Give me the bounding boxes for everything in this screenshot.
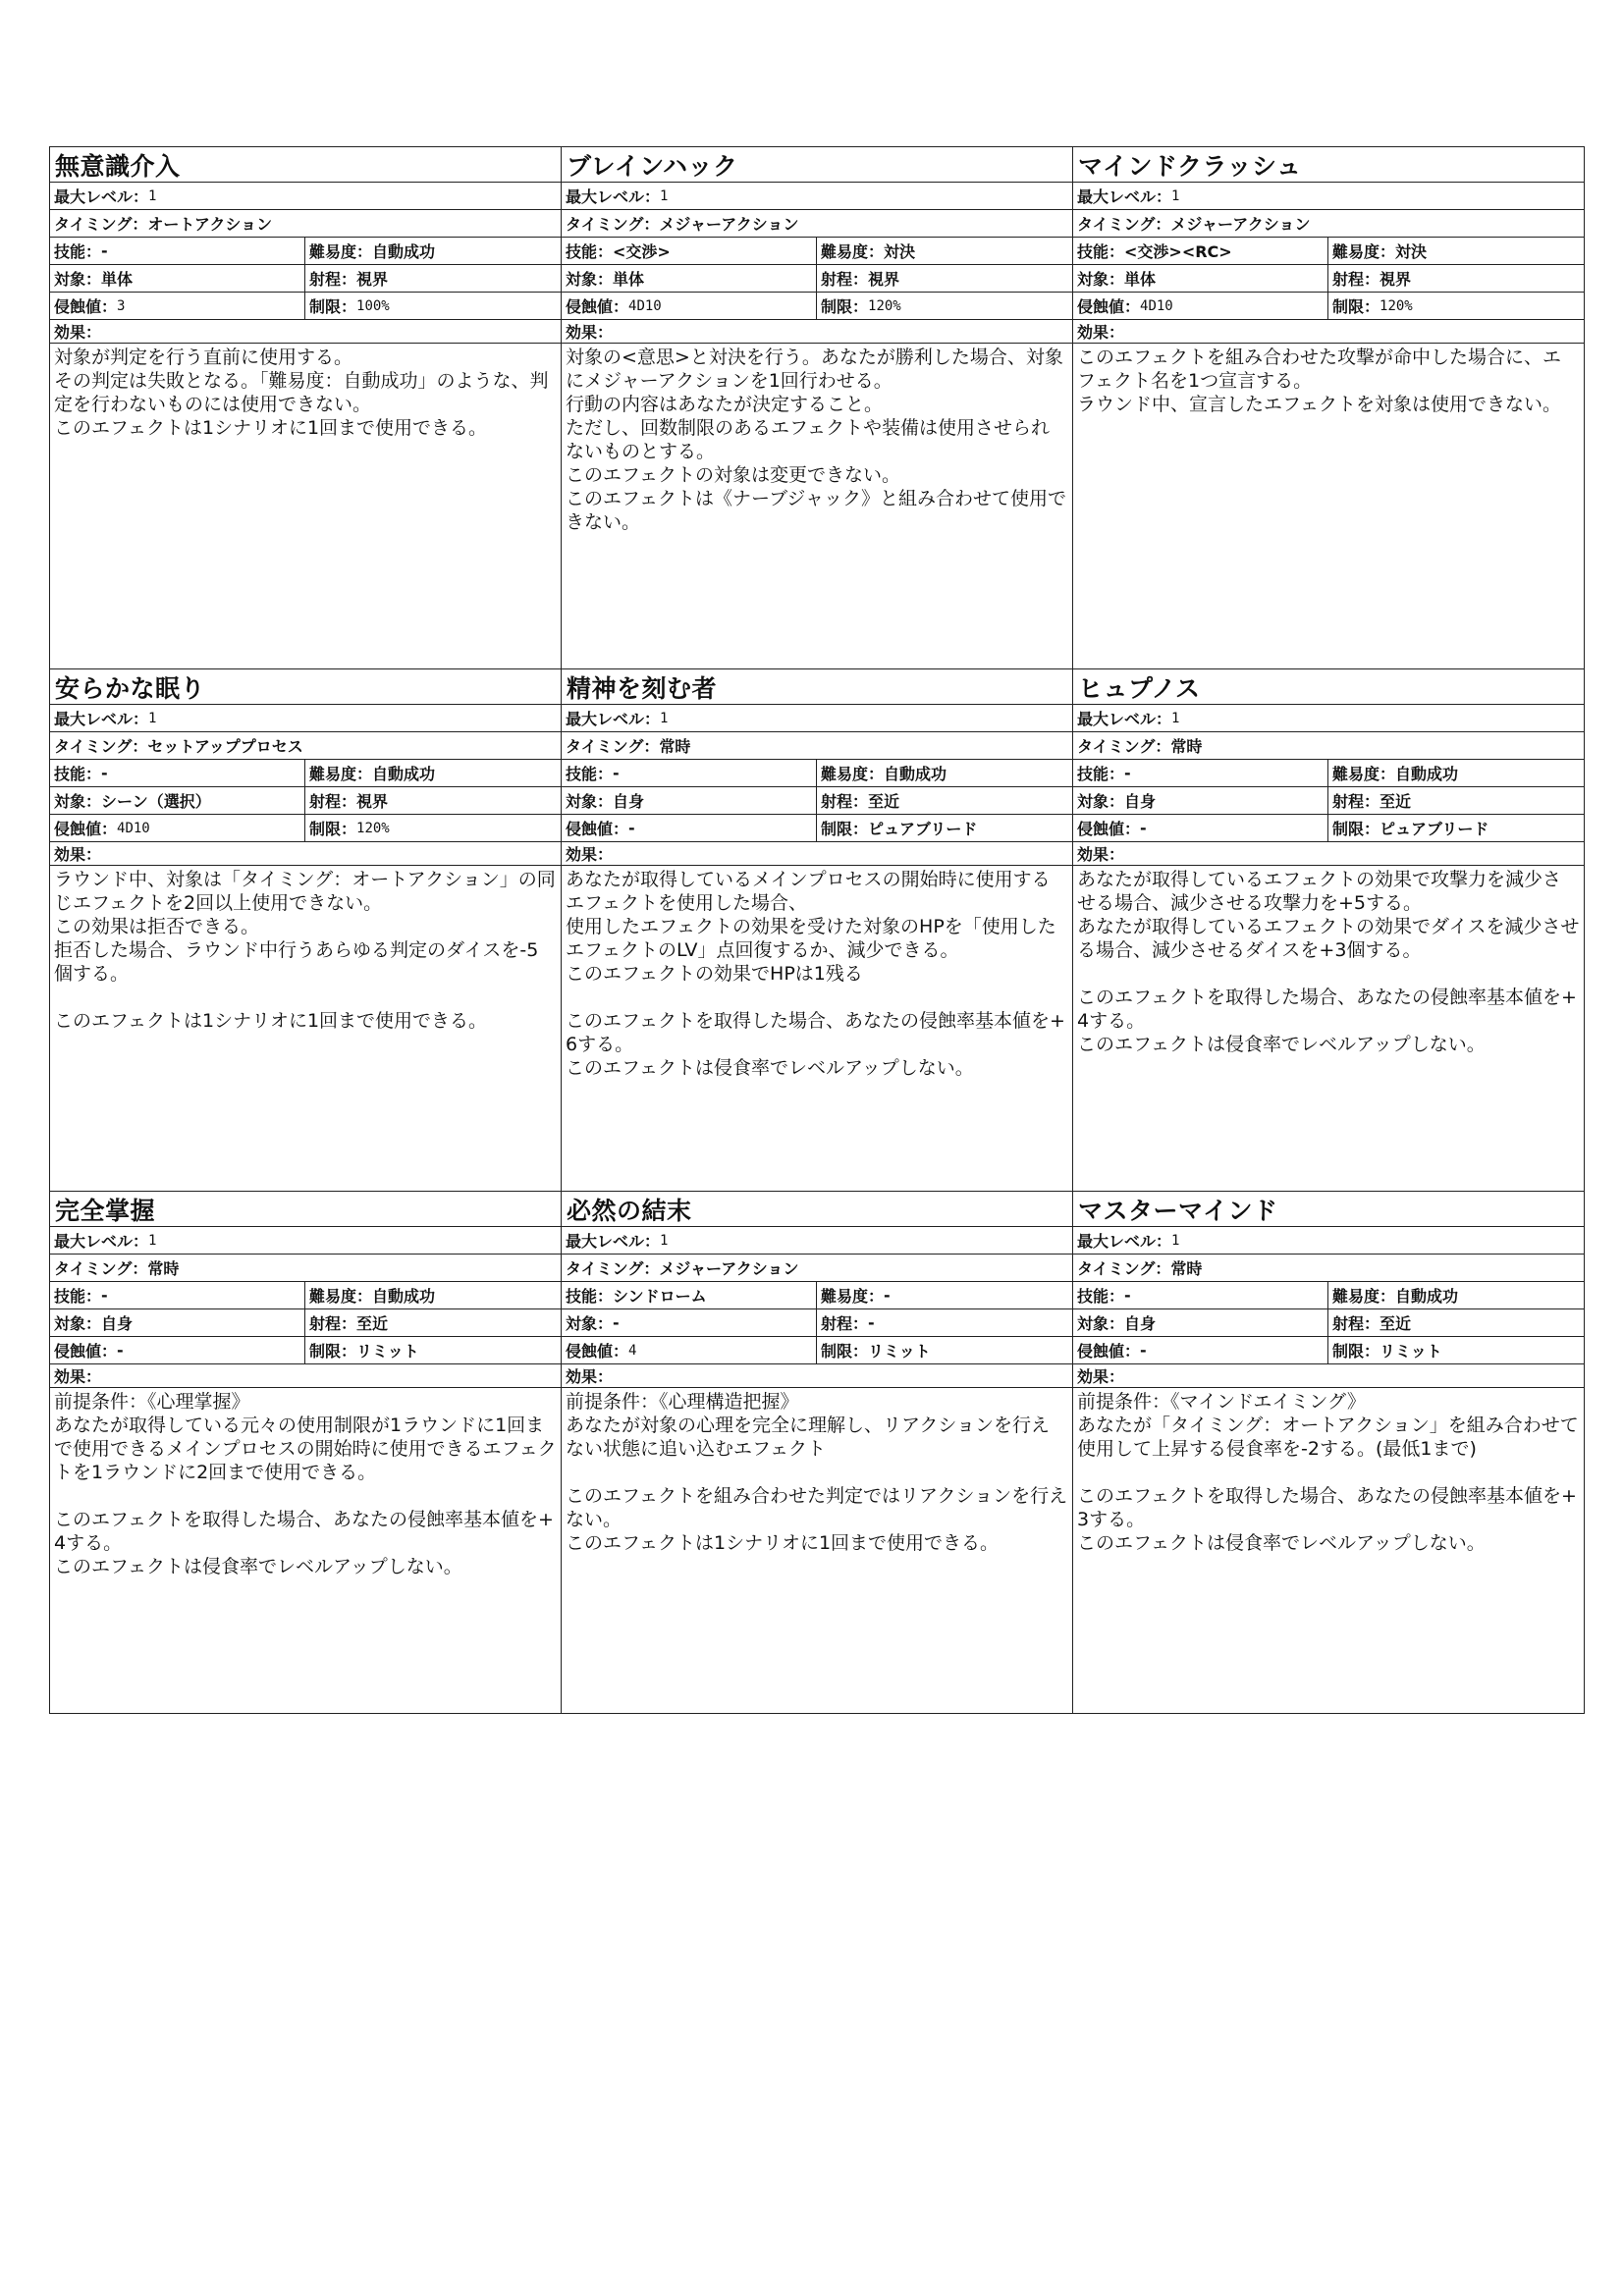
effect-name: 無意識介入 <box>55 151 181 181</box>
limit-value: リミット <box>868 1342 931 1361</box>
timing-row <box>50 1255 562 1282</box>
range-label: 射程： <box>309 270 357 289</box>
difficulty-value: 自動成功 <box>372 1287 436 1306</box>
difficulty-label: 難易度： <box>1332 1287 1396 1306</box>
limit-cell <box>817 293 1072 319</box>
target-cell <box>1073 265 1328 292</box>
max-level-row <box>50 183 562 210</box>
limit-cell <box>305 1337 561 1363</box>
difficulty-cell <box>1328 1282 1584 1308</box>
target-label: 対象： <box>1077 792 1125 811</box>
target-label: 対象： <box>1077 270 1125 289</box>
limit-label: 制限： <box>309 820 357 838</box>
effect-label: 効果： <box>54 845 102 864</box>
erosion-label: 侵蝕値： <box>1077 820 1141 838</box>
erosion-cell <box>1073 293 1328 319</box>
difficulty-label: 難易度： <box>1332 242 1396 261</box>
skill-cell <box>562 760 817 786</box>
difficulty-label: 難易度： <box>821 765 885 783</box>
max-level-row <box>562 705 1073 732</box>
effect-card-2 <box>562 147 1073 669</box>
effect-description: このエフェクトを組み合わせた攻撃が命中した場合に、エフェクト名を1つ宣言する。 ラウンド中、宣言したエフェクトを対象は使用できない。 <box>1073 344 1585 669</box>
effect-description: 対象の<意思>と対決を行う。あなたが勝利した場合、対象にメジャーアクションを1回行わせる。 行動の内容はあなたが決定すること。 ただし、回数制限のあるエフェクトや装備は使用させられないものとする。 このエフェクトの対象は変更できない。 このエフェクトは《ナーブジャック》と組み合わせて使用できない。 <box>562 344 1073 669</box>
max-level-row <box>50 1227 562 1255</box>
max-level-label: 最大レベル： <box>566 710 661 728</box>
skill-cell <box>1073 238 1328 264</box>
timing-label: タイミング： <box>1077 215 1171 234</box>
effect-name: 安らかな眠り <box>55 673 206 703</box>
effect-label-row <box>562 842 1073 866</box>
limit-label: 制限： <box>821 297 869 316</box>
timing-row <box>50 732 562 760</box>
erosion-limit-row <box>1073 293 1585 320</box>
erosion-label: 侵蝕値： <box>566 820 629 838</box>
timing-value: 常時 <box>147 1259 180 1278</box>
max-level-value: 1 <box>1171 187 1180 204</box>
effect-description: あなたが取得しているエフェクトの効果で攻撃力を減少させる場合、減少させる攻撃力を+5する。 あなたが取得しているエフェクトの効果でダイスを減少させる場合、減少させるダイスを+3個する。 このエフェクトを取得した場合、あなたの侵蝕率基本値を+4する。 このエフェクトは侵食率でレベルアップしない。 <box>1073 866 1585 1192</box>
range-cell <box>305 1309 561 1336</box>
erosion-cell <box>50 1337 305 1363</box>
range-label: 射程： <box>1332 792 1380 811</box>
limit-cell <box>817 815 1072 841</box>
target-range-row <box>1073 1309 1585 1337</box>
max-level-label: 最大レベル： <box>566 1232 661 1251</box>
range-label: 射程： <box>821 1314 869 1333</box>
target-value: 自身 <box>1124 1314 1157 1333</box>
erosion-value: - <box>628 819 635 837</box>
max-level-value: 1 <box>660 187 669 204</box>
limit-value: 120% <box>356 820 390 836</box>
timing-row <box>562 210 1073 238</box>
target-label: 対象： <box>1077 1314 1125 1333</box>
timing-label: タイミング： <box>1077 1259 1171 1278</box>
target-value: 単体 <box>613 270 645 289</box>
card-title-row <box>1073 1192 1585 1227</box>
range-value: 至近 <box>868 792 900 811</box>
erosion-limit-row <box>562 1337 1073 1364</box>
skill-value: - <box>101 1286 108 1305</box>
target-cell <box>562 1309 817 1336</box>
target-label: 対象： <box>54 792 102 811</box>
erosion-limit-row <box>50 815 562 842</box>
timing-label: タイミング： <box>566 215 660 234</box>
range-label: 射程： <box>309 1314 357 1333</box>
erosion-limit-row <box>1073 815 1585 842</box>
effect-label: 効果： <box>54 323 102 342</box>
card-title-row <box>50 1192 562 1227</box>
erosion-cell <box>1073 815 1328 841</box>
timing-value: 常時 <box>659 737 691 756</box>
erosion-label: 侵蝕値： <box>54 297 118 316</box>
erosion-cell <box>562 1337 817 1363</box>
effect-description: あなたが取得しているメインプロセスの開始時に使用するエフェクトを使用した場合、 使用したエフェクトの効果を受けた対象のHPを「使用したエフェクトのLV」点回復するか、減少できる。 このエフェクトの効果でHPは1残る このエフェクトを取得した場合、あなたの侵蝕率基本値を+6する。 このエフェクトは侵食率でレベルアップしない。 <box>562 866 1073 1192</box>
effect-card-4 <box>50 669 562 1192</box>
target-label: 対象： <box>54 1314 102 1333</box>
timing-value: メジャーアクション <box>659 215 799 234</box>
skill-difficulty-row <box>1073 760 1585 787</box>
target-range-row <box>562 265 1073 293</box>
effect-name: 精神を刻む者 <box>567 673 718 703</box>
difficulty-value: 対決 <box>1395 242 1428 261</box>
target-cell <box>1073 787 1328 814</box>
range-label: 射程： <box>309 792 357 811</box>
range-value: 視界 <box>868 270 900 289</box>
range-cell <box>817 787 1072 814</box>
skill-value: <交渉><RC> <box>1124 242 1232 261</box>
erosion-cell <box>50 293 305 319</box>
erosion-label: 侵蝕値： <box>566 297 629 316</box>
skill-label: 技能： <box>54 242 102 261</box>
timing-row <box>562 732 1073 760</box>
limit-label: 制限： <box>309 297 357 316</box>
effect-name: 必然の結末 <box>567 1196 692 1225</box>
max-level-label: 最大レベル： <box>1077 710 1172 728</box>
difficulty-value: 自動成功 <box>1395 765 1459 783</box>
card-title-row <box>50 669 562 705</box>
difficulty-cell <box>305 760 561 786</box>
timing-row <box>562 1255 1073 1282</box>
difficulty-value: 自動成功 <box>372 242 436 261</box>
card-title-row <box>562 1192 1073 1227</box>
erosion-value: 4D10 <box>1140 297 1173 314</box>
difficulty-cell <box>1328 760 1584 786</box>
erosion-value: 4 <box>628 1342 637 1359</box>
timing-row <box>1073 1255 1585 1282</box>
limit-cell <box>1328 293 1584 319</box>
erosion-label: 侵蝕値： <box>54 1342 118 1361</box>
range-cell <box>817 1309 1072 1336</box>
difficulty-label: 難易度： <box>309 1287 373 1306</box>
difficulty-label: 難易度： <box>309 765 373 783</box>
timing-label: タイミング： <box>566 737 660 756</box>
skill-cell <box>50 760 305 786</box>
max-level-label: 最大レベル： <box>1077 1232 1172 1251</box>
limit-label: 制限： <box>309 1342 357 1361</box>
target-value: 自身 <box>101 1314 134 1333</box>
limit-value: 120% <box>1380 297 1413 314</box>
effect-card-7 <box>50 1192 562 1714</box>
effect-description: 前提条件：《マインドエイミング》 あなたが「タイミング：オートアクション」を組み合わせて使用して上昇する侵食率を-2する。(最低1まで) このエフェクトを取得した場合、あなたの侵蝕率基本値を+3する。 このエフェクトは侵食率でレベルアップしない。 <box>1073 1388 1585 1714</box>
limit-cell <box>305 815 561 841</box>
effect-card-9 <box>1073 1192 1585 1714</box>
skill-value: - <box>613 764 620 782</box>
effect-label-row <box>562 1364 1073 1388</box>
skill-label: 技能： <box>566 765 614 783</box>
max-level-label: 最大レベル： <box>54 187 149 206</box>
range-value: 至近 <box>1380 1314 1412 1333</box>
target-value: 自身 <box>613 792 645 811</box>
range-label: 射程： <box>1332 1314 1380 1333</box>
range-value: 至近 <box>1380 792 1412 811</box>
erosion-limit-row <box>562 815 1073 842</box>
max-level-label: 最大レベル： <box>566 187 661 206</box>
difficulty-cell <box>817 238 1072 264</box>
limit-value: 120% <box>868 297 901 314</box>
target-cell <box>562 265 817 292</box>
limit-value: リミット <box>356 1342 419 1361</box>
limit-label: 制限： <box>1332 297 1380 316</box>
effect-label: 効果： <box>1077 323 1125 342</box>
max-level-row <box>50 705 562 732</box>
effect-label: 効果： <box>1077 845 1125 864</box>
difficulty-cell <box>305 238 561 264</box>
difficulty-value: - <box>884 1286 891 1305</box>
target-value: 単体 <box>1124 270 1157 289</box>
skill-label: 技能： <box>566 242 614 261</box>
erosion-cell <box>1073 1337 1328 1363</box>
timing-value: 常時 <box>1170 1259 1203 1278</box>
skill-label: 技能： <box>1077 765 1125 783</box>
limit-value: ピュアブリード <box>1380 820 1489 838</box>
target-value: シーン（選択） <box>101 792 211 811</box>
timing-label: タイミング： <box>54 1259 148 1278</box>
max-level-value: 1 <box>660 1232 669 1249</box>
target-range-row <box>562 1309 1073 1337</box>
difficulty-cell <box>817 1282 1072 1308</box>
card-title-row <box>1073 147 1585 183</box>
erosion-value: 3 <box>117 297 126 314</box>
skill-difficulty-row <box>562 1282 1073 1309</box>
target-cell <box>1073 1309 1328 1336</box>
skill-value: - <box>1124 764 1131 782</box>
range-value: 至近 <box>356 1314 389 1333</box>
max-level-row <box>562 1227 1073 1255</box>
skill-difficulty-row <box>50 1282 562 1309</box>
max-level-value: 1 <box>1171 1232 1180 1249</box>
erosion-cell <box>562 815 817 841</box>
target-cell <box>50 1309 305 1336</box>
target-range-row <box>50 787 562 815</box>
limit-value: リミット <box>1380 1342 1442 1361</box>
skill-cell <box>562 238 817 264</box>
timing-label: タイミング： <box>54 215 148 234</box>
timing-row <box>1073 210 1585 238</box>
limit-label: 制限： <box>1332 820 1380 838</box>
max-level-row <box>562 183 1073 210</box>
skill-label: 技能： <box>54 1287 102 1306</box>
timing-value: オートアクション <box>147 215 273 234</box>
erosion-label: 侵蝕値： <box>566 1342 629 1361</box>
max-level-row <box>1073 183 1585 210</box>
skill-cell <box>1073 1282 1328 1308</box>
target-label: 対象： <box>566 792 614 811</box>
effect-description: 対象が判定を行う直前に使用する。 その判定は失敗となる。「難易度：自動成功」のような、判定を行わないものには使用できない。 このエフェクトは1シナリオに1回まで使用できる。 <box>50 344 562 669</box>
effect-card-5 <box>562 669 1073 1192</box>
effect-label-row <box>1073 842 1585 866</box>
range-value: 視界 <box>356 270 389 289</box>
limit-cell <box>1328 1337 1584 1363</box>
erosion-label: 侵蝕値： <box>1077 297 1141 316</box>
limit-cell <box>817 1337 1072 1363</box>
erosion-cell <box>562 293 817 319</box>
timing-row <box>50 210 562 238</box>
target-value: 単体 <box>101 270 134 289</box>
target-cell <box>50 787 305 814</box>
timing-value: メジャーアクション <box>659 1259 799 1278</box>
skill-value: シンドローム <box>613 1287 707 1306</box>
limit-cell <box>305 293 561 319</box>
target-range-row <box>562 787 1073 815</box>
timing-value: メジャーアクション <box>1170 215 1311 234</box>
skill-label: 技能： <box>54 765 102 783</box>
target-label: 対象： <box>566 270 614 289</box>
target-label: 対象： <box>566 1314 614 1333</box>
effect-name: ブレインハック <box>567 151 738 181</box>
skill-value: - <box>101 764 108 782</box>
effect-card-8 <box>562 1192 1073 1714</box>
skill-value: - <box>1124 1286 1131 1305</box>
max-level-value: 1 <box>1171 710 1180 726</box>
range-cell <box>1328 265 1584 292</box>
difficulty-cell <box>305 1282 561 1308</box>
erosion-label: 侵蝕値： <box>54 820 118 838</box>
range-cell <box>1328 787 1584 814</box>
target-range-row <box>50 1309 562 1337</box>
effect-label-row <box>562 320 1073 344</box>
skill-difficulty-row <box>50 238 562 265</box>
skill-difficulty-row <box>562 238 1073 265</box>
difficulty-value: 対決 <box>884 242 916 261</box>
effect-card-1 <box>50 147 562 669</box>
erosion-limit-row <box>50 1337 562 1364</box>
range-value: 視界 <box>356 792 389 811</box>
limit-value: 100% <box>356 297 390 314</box>
effect-label: 効果： <box>54 1367 102 1386</box>
difficulty-label: 難易度： <box>1332 765 1396 783</box>
skill-label: 技能： <box>566 1287 614 1306</box>
range-cell <box>305 787 561 814</box>
timing-value: 常時 <box>1170 737 1203 756</box>
skill-difficulty-row <box>1073 1282 1585 1309</box>
max-level-value: 1 <box>148 1232 157 1249</box>
difficulty-label: 難易度： <box>309 242 373 261</box>
skill-difficulty-row <box>562 760 1073 787</box>
card-title-row <box>50 147 562 183</box>
effect-label-row <box>50 842 562 866</box>
erosion-value: 4D10 <box>628 297 662 314</box>
range-cell <box>817 265 1072 292</box>
target-cell <box>50 265 305 292</box>
effect-label-row <box>1073 1364 1585 1388</box>
skill-difficulty-row <box>1073 238 1585 265</box>
difficulty-cell <box>1328 238 1584 264</box>
erosion-value: - <box>117 1341 124 1360</box>
erosion-value: - <box>1140 819 1147 837</box>
range-label: 射程： <box>1332 270 1380 289</box>
limit-label: 制限： <box>1332 1342 1380 1361</box>
effect-label: 効果： <box>566 1367 614 1386</box>
skill-difficulty-row <box>50 760 562 787</box>
max-level-row <box>1073 705 1585 732</box>
timing-label: タイミング： <box>54 737 148 756</box>
effect-name: 完全掌握 <box>55 1196 156 1225</box>
erosion-limit-row <box>562 293 1073 320</box>
range-label: 射程： <box>821 270 869 289</box>
skill-label: 技能： <box>1077 1287 1125 1306</box>
skill-value: - <box>101 241 108 260</box>
erosion-limit-row <box>1073 1337 1585 1364</box>
effect-label: 効果： <box>1077 1367 1125 1386</box>
limit-label: 制限： <box>821 820 869 838</box>
effect-card-grid <box>49 146 1585 1714</box>
timing-value: セットアッププロセス <box>147 737 303 756</box>
range-value: - <box>868 1313 875 1332</box>
effect-label-row <box>50 320 562 344</box>
difficulty-value: 自動成功 <box>884 765 947 783</box>
effect-description: ラウンド中、対象は「タイミング：オートアクション」の同じエフェクトを2回以上使用できない。 この効果は拒否できる。 拒否した場合、ラウンド中行うあらゆる判定のダイスを-5個する。 このエフェクトは1シナリオに1回まで使用できる。 <box>50 866 562 1192</box>
max-level-value: 1 <box>660 710 669 726</box>
skill-label: 技能： <box>1077 242 1125 261</box>
target-range-row <box>1073 265 1585 293</box>
skill-cell <box>1073 760 1328 786</box>
limit-value: ピュアブリード <box>868 820 978 838</box>
card-title-row <box>1073 669 1585 705</box>
max-level-label: 最大レベル： <box>54 1232 149 1251</box>
skill-cell <box>50 1282 305 1308</box>
range-label: 射程： <box>821 792 869 811</box>
target-range-row <box>50 265 562 293</box>
limit-label: 制限： <box>821 1342 869 1361</box>
max-level-value: 1 <box>148 187 157 204</box>
timing-label: タイミング： <box>1077 737 1171 756</box>
max-level-value: 1 <box>148 710 157 726</box>
effect-label-row <box>1073 320 1585 344</box>
skill-cell <box>50 238 305 264</box>
erosion-limit-row <box>50 293 562 320</box>
effect-name: ヒュプノス <box>1078 673 1201 703</box>
target-label: 対象： <box>54 270 102 289</box>
effect-name: マスターマインド <box>1078 1196 1278 1225</box>
timing-label: タイミング： <box>566 1259 660 1278</box>
card-title-row <box>562 669 1073 705</box>
erosion-label: 侵蝕値： <box>1077 1342 1141 1361</box>
difficulty-label: 難易度： <box>821 242 885 261</box>
card-title-row <box>562 147 1073 183</box>
difficulty-value: 自動成功 <box>1395 1287 1459 1306</box>
erosion-value: - <box>1140 1341 1147 1360</box>
effect-description: 前提条件：《心理掌握》 あなたが取得している元々の使用制限が1ラウンドに1回まで使用できるメインプロセスの開始時に使用できるエフェクトを1ラウンドに2回まで使用できる。 このエフェクトを取得した場合、あなたの侵蝕率基本値を+4する。 このエフェクトは侵食率でレベルアップしない。 <box>50 1388 562 1714</box>
target-range-row <box>1073 787 1585 815</box>
target-value: 自身 <box>1124 792 1157 811</box>
max-level-row <box>1073 1227 1585 1255</box>
difficulty-value: 自動成功 <box>372 765 436 783</box>
effect-card-3 <box>1073 147 1585 669</box>
effect-label: 効果： <box>566 323 614 342</box>
skill-cell <box>562 1282 817 1308</box>
erosion-cell <box>50 815 305 841</box>
timing-row <box>1073 732 1585 760</box>
limit-cell <box>1328 815 1584 841</box>
range-value: 視界 <box>1380 270 1412 289</box>
range-cell <box>1328 1309 1584 1336</box>
effect-name: マインドクラッシュ <box>1078 151 1302 181</box>
difficulty-cell <box>817 760 1072 786</box>
effect-label-row <box>50 1364 562 1388</box>
effect-description: 前提条件：《心理構造把握》 あなたが対象の心理を完全に理解し、リアクションを行えない状態に追い込むエフェクト このエフェクトを組み合わせた判定ではリアクションを行えない。 このエフェクトは1シナリオに1回まで使用できる。 <box>562 1388 1073 1714</box>
max-level-label: 最大レベル： <box>54 710 149 728</box>
erosion-value: 4D10 <box>117 820 150 836</box>
effect-label: 効果： <box>566 845 614 864</box>
difficulty-label: 難易度： <box>821 1287 885 1306</box>
effect-card-6 <box>1073 669 1585 1192</box>
max-level-label: 最大レベル： <box>1077 187 1172 206</box>
range-cell <box>305 265 561 292</box>
target-cell <box>562 787 817 814</box>
target-value: - <box>613 1313 620 1332</box>
skill-value: <交渉> <box>613 242 671 261</box>
